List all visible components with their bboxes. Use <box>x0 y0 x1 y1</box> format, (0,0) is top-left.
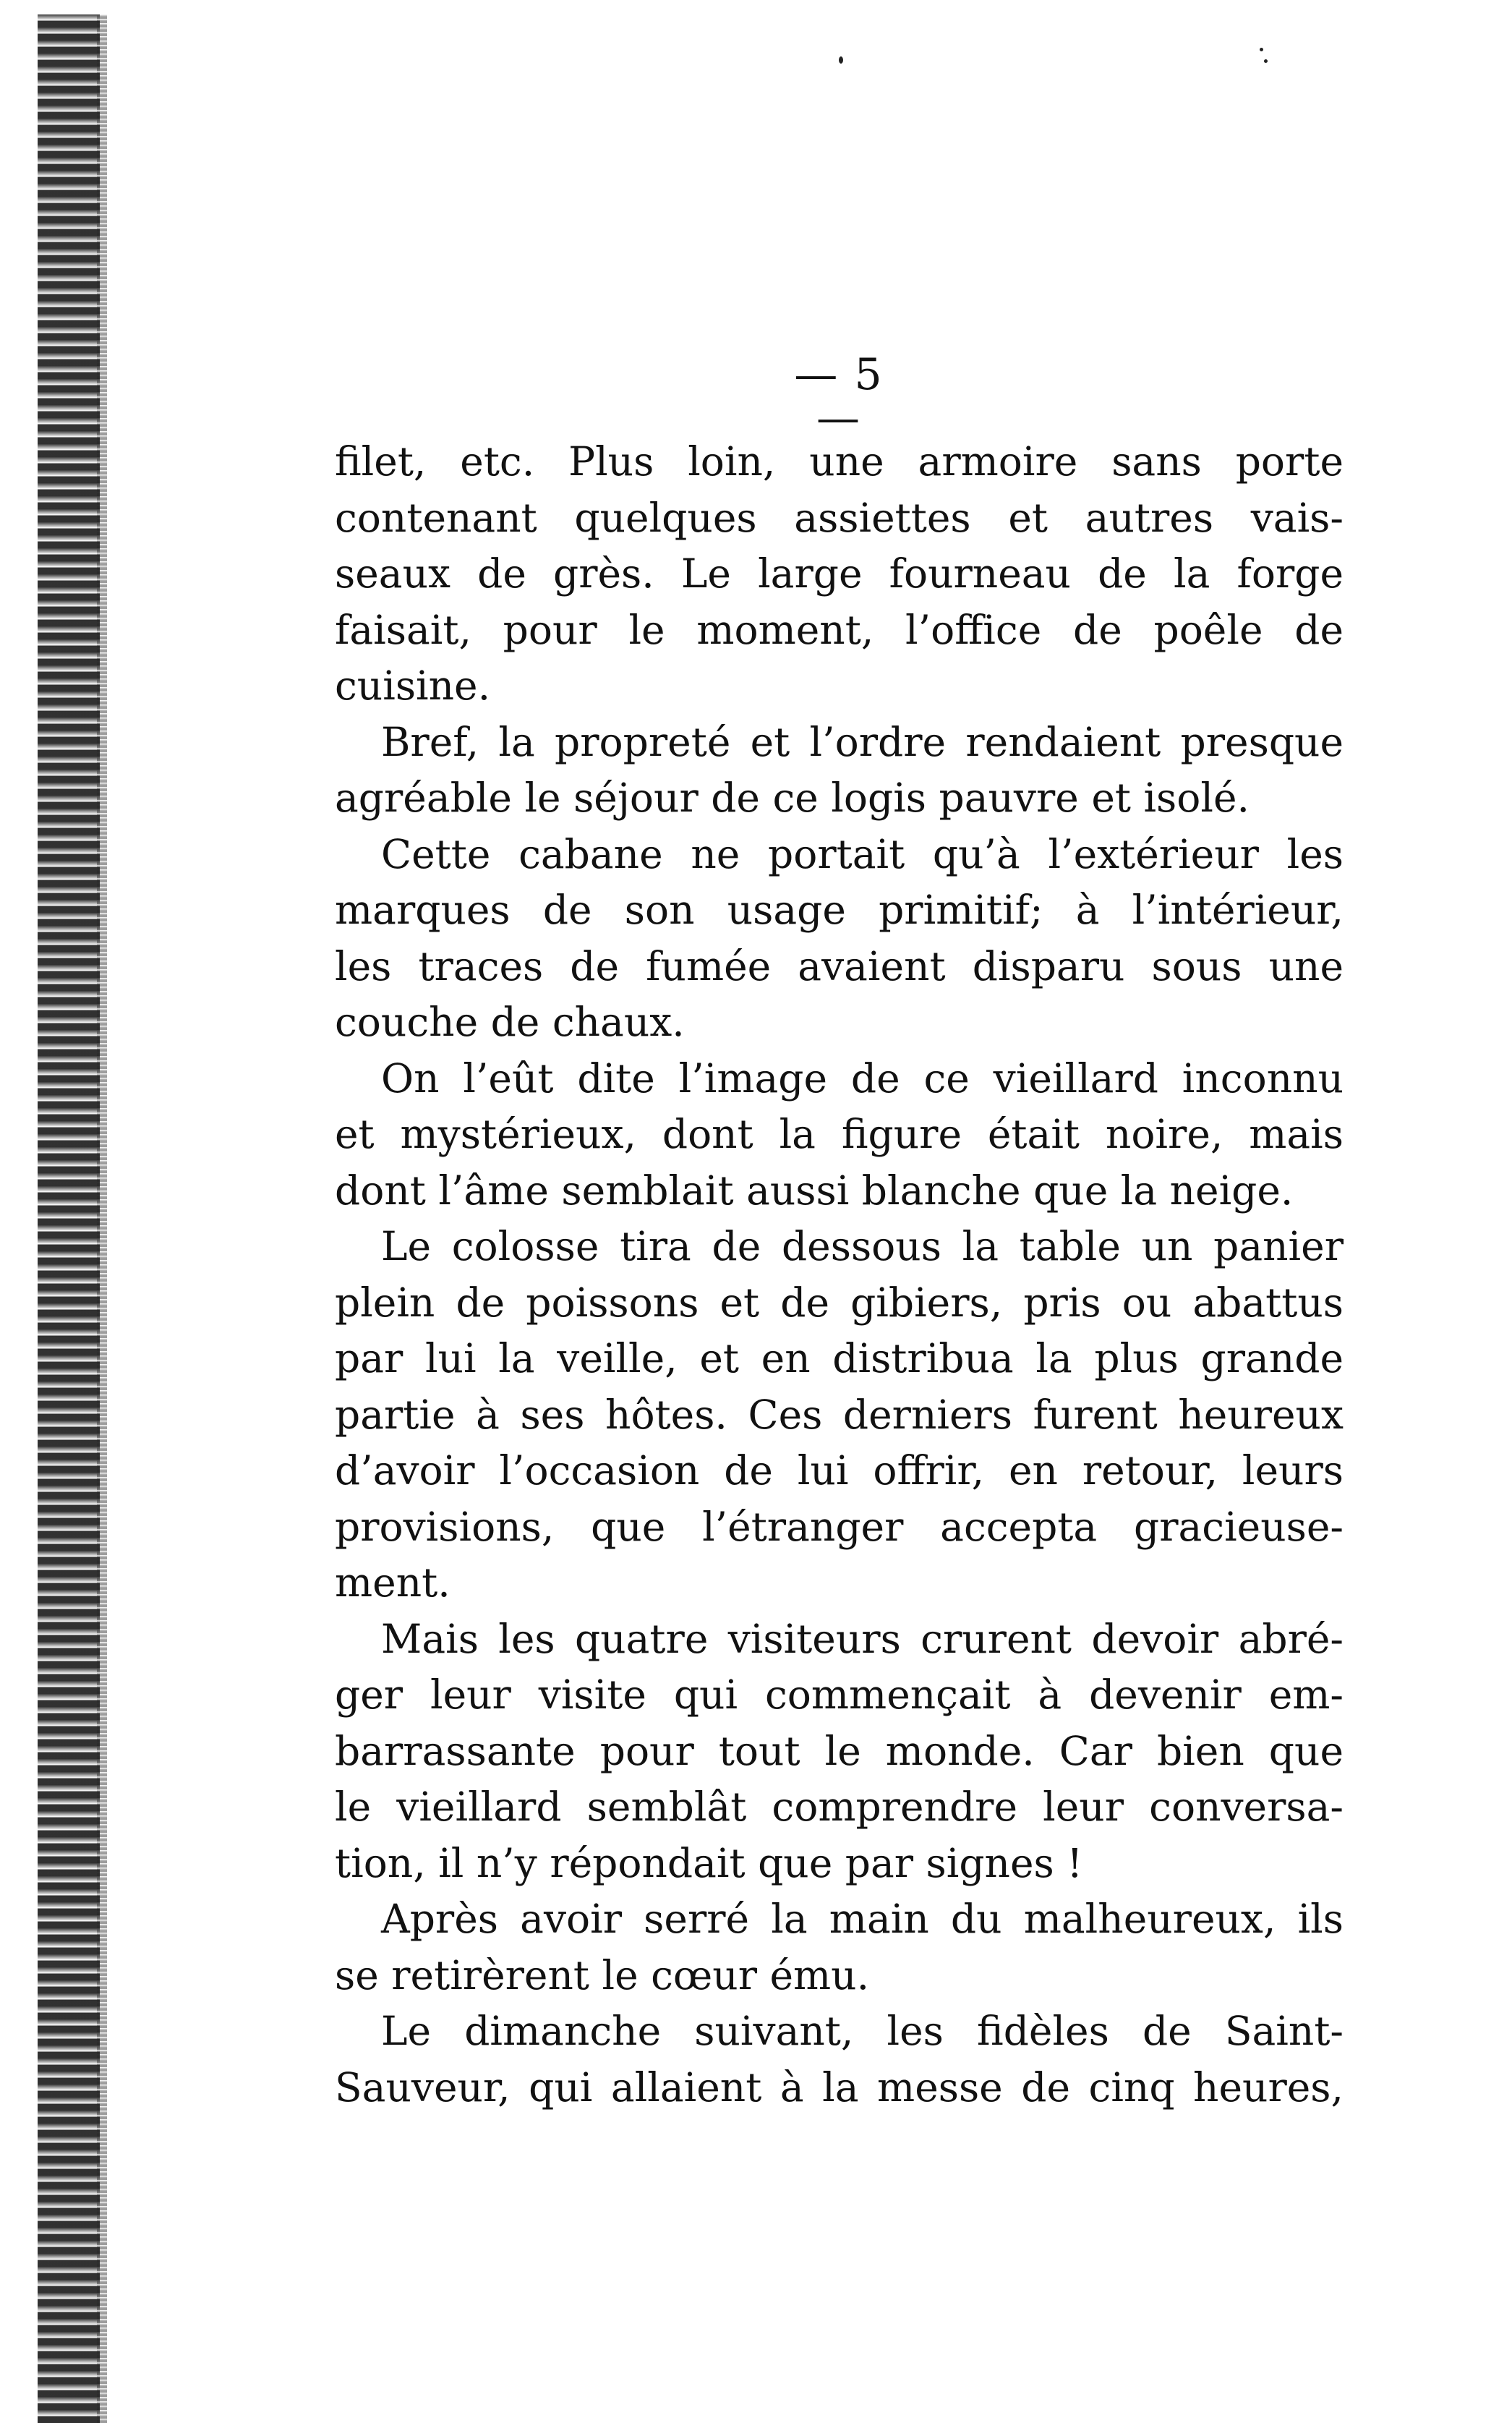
text-line: Le colosse tira de dessous la table un panier <box>381 1223 1344 1269</box>
text-line: couche de chaux. <box>335 999 685 1045</box>
body-text <box>335 434 1344 2116</box>
text-line: marques de son usage primitif; à l’intérieur, <box>335 887 1344 933</box>
text-line: par lui la veille, et en distribua la plus grande <box>335 1335 1344 1381</box>
text-line: les traces de fumée avaient disparu sous une <box>335 942 1344 989</box>
text-line: Après avoir serré la main du malheureux, ils <box>381 1896 1344 1942</box>
print-speck <box>1260 48 1263 51</box>
text-line: faisait, pour le moment, l’office de poêle de <box>335 606 1344 653</box>
book-binding-edge <box>38 14 100 2423</box>
text-line: ger leur visite qui commençait à devenir em- <box>335 1672 1344 1718</box>
text-line: tion, il n’y répondait que par signes ! <box>335 1839 1083 1886</box>
text-line: d’avoir l’occasion de lui offrir, en retour, leurs <box>335 1447 1344 1494</box>
text-line: Mais les quatre visiteurs crurent devoir abré- <box>381 1615 1344 1662</box>
text-line: dont l’âme semblait aussi blanche que la neige. <box>335 1167 1294 1214</box>
text-line: provisions, que l’étranger accepta gracieuse- <box>335 1503 1344 1550</box>
text-line: seaux de grès. Le large fourneau de la forge <box>335 550 1344 597</box>
text-line: le vieillard semblât comprendre leur conversa- <box>335 1784 1344 1830</box>
text-line: On l’eût dite l’image de ce vieillard inconnu <box>381 1055 1344 1102</box>
print-speck <box>1264 59 1268 63</box>
text-line: cuisine. <box>335 663 491 709</box>
text-line: filet, etc. Plus loin, une armoire sans porte <box>335 438 1344 485</box>
text-line: Le dimanche suivant, les fidèles de Saint- <box>381 2008 1344 2054</box>
text-line: Cette cabane ne portait qu’à l’extérieur les <box>381 830 1344 877</box>
text-line: et mystérieux, dont la figure était noire, mais <box>335 1111 1344 1157</box>
page-number: — 5 — <box>794 349 884 443</box>
text-line: Bref, la propreté et l’ordre rendaient presque <box>381 718 1344 765</box>
text-line: barrassante pour tout le monde. Car bien que <box>335 1727 1344 1774</box>
text-line: plein de poissons et de gibiers, pris ou abattus <box>335 1279 1344 1326</box>
text-line: se retirèrent le cœur ému. <box>335 1951 870 1998</box>
text-line: partie à ses hôtes. Ces derniers furent heureux <box>335 1391 1344 1438</box>
text-line: ment. <box>335 1559 450 1606</box>
text-line: contenant quelques assiettes et autres vais- <box>335 494 1344 541</box>
text-line: Sauveur, qui allaient à la messe de cinq heures, <box>335 2064 1344 2111</box>
text-line: agréable le séjour de ce logis pauvre et isolé. <box>335 775 1250 821</box>
print-speck <box>839 56 843 64</box>
